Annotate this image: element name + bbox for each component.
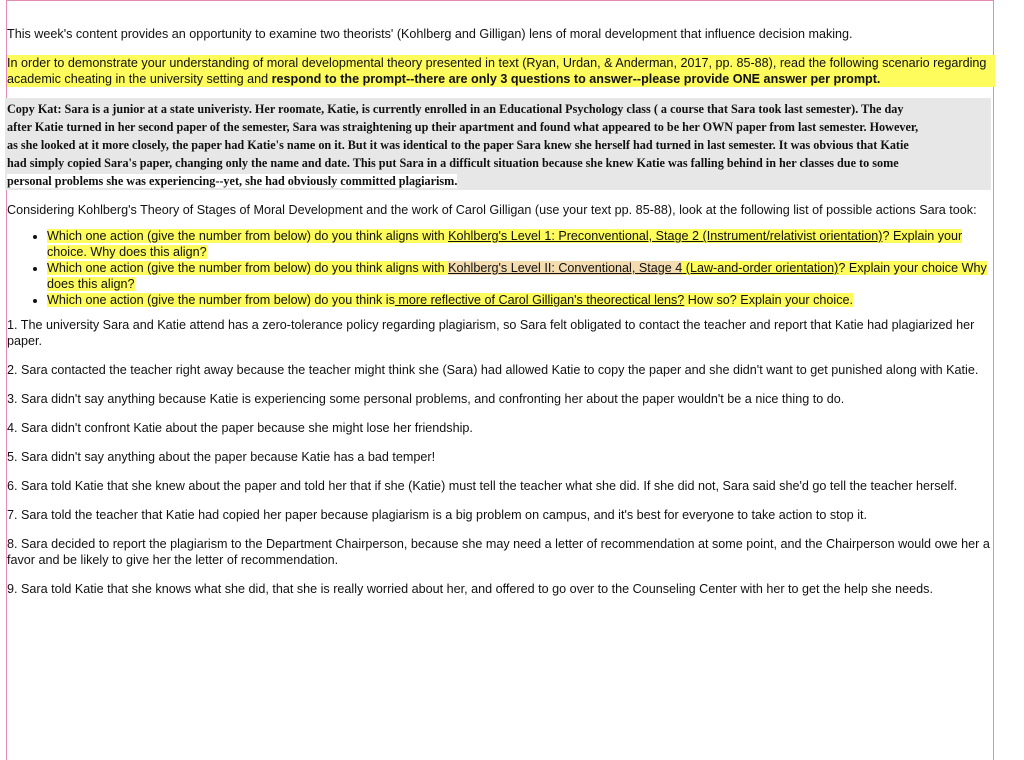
action-item: 8. Sara decided to report the plagiarism to the Department Chairperson, because she may need a letter of recommendation at some point, and the Chairperson would owe her a favor and be likely to give her the letter of recommendation. [7,537,990,567]
scenario-last-line: personal problems she was experiencing--yet, she had obviously committed plagiarism. [7,174,458,188]
action-item: 1. The university Sara and Katie attend has a zero-tolerance policy regarding plagiarism, so Sara felt obligated to contact the teacher and report that Katie had plagiarized her paper. [7,318,975,348]
action-item: 9. Sara told Katie that she knows what she did, that she is really worried about her, and offered to go over to the Counseling Center with her to get the help she needs. [7,582,933,596]
gilligan-link[interactable]: more reflective of Carol Gilligan's theorectical lens? [394,293,685,307]
scenario-line: had simply copied Sara's paper, changing only the name and date. This put Sara in a difficult situation because she knew Katie was falling behind in her classes due to some [7,156,899,170]
prompt-text: Which one action (give the number from below) do you think aligns with [47,229,449,243]
scenario-line: Copy Kat: Sara is a junior at a state univeristy. Her roomate, Katie, is currently enrolled in an Educational Psychology class ( a course that Sara took last semester). The day [7,102,904,116]
instructions-text: In order to demonstrate your understanding of moral developmental theory presented in text (Ryan, Urdan, & Anderman, 2017, pp. 85-88), read the following scenario regarding academic cheating in the university setting and [7,56,987,86]
action-item: 5. Sara didn't say anything about the paper because Katie has a bad temper! [7,450,436,464]
prompt-text: ? Explain your choice Why does this align? [47,261,987,291]
action-item: 7. Sara told the teacher that Katie had copied her paper because plagiarism is a big problem on campus, and it's best for everyone to take action to stop it. [7,508,867,522]
prompt-text: Which one action (give the number from below) do you think aligns with [47,261,449,275]
prompt-list [7,228,995,308]
prompt-text: Which one action (give the number from below) do you think is [47,293,395,307]
prompt-text: How so? Explain your choice. [684,293,853,307]
prompt-item [47,292,995,308]
prompt-text: ? Explain your choice. Why does this align? [47,229,963,259]
instructions-bold: respond to the prompt--there are only 3 questions to answer--please provide ONE answer per prompt. [271,72,881,86]
document-body [7,26,995,610]
considering-paragraph: Considering Kohlberg's Theory of Stages of Moral Development and the work of Carol Gilligan (use your text pp. 85-88), look at the following list of possible actions Sara took: [7,203,977,217]
action-item: 4. Sara didn't confront Katie about the paper because she might lose her friendship. [7,421,473,435]
instructions-paragraph [7,55,995,87]
intro-paragraph: This week's content provides an opportunity to examine two theorists' (Kohlberg and Gilligan) lens of moral development that influence decision making. [7,27,853,41]
action-item: 6. Sara told Katie that she knew about the paper and told her that if she (Katie) must tell the teacher what she did. If she did not, Sara said she'd go tell the teacher herself. [7,479,958,493]
scenario-block [5,98,991,190]
prompt-item [47,228,995,260]
scenario-line [7,172,989,190]
kohlberg-level2-link-orientation[interactable]: (Law-and-order orientation) [682,261,839,275]
action-item: 3. Sara didn't say anything because Katie is experiencing some personal problems, and confronting her about the paper wouldn't be a nice thing to do. [7,392,845,406]
kohlberg-level1-link[interactable]: Kohlberg's Level 1: Preconventional, Stage 2 (Instrument/relativist orientation) [448,229,883,243]
scenario-line: after Katie turned in her second paper of the semester, Sara was straightening up their apartment and found what appeared to be her OWN paper from last semester. However, [7,120,919,134]
action-item: 2. Sara contacted the teacher right away because the teacher might think she (Sara) had allowed Katie to copy the paper and she didn't want to get punished along with Katie. [7,363,979,377]
scenario-line: as she looked at it more closely, the paper had Katie's name on it. But it was identical to the paper Sara knew she herself had turned in last semester. It was obvious that Katie [7,138,909,152]
prompt-item [47,260,995,292]
kohlberg-level2-link[interactable]: Kohlberg's Level II: Conventional, Stage 4 [448,261,683,275]
